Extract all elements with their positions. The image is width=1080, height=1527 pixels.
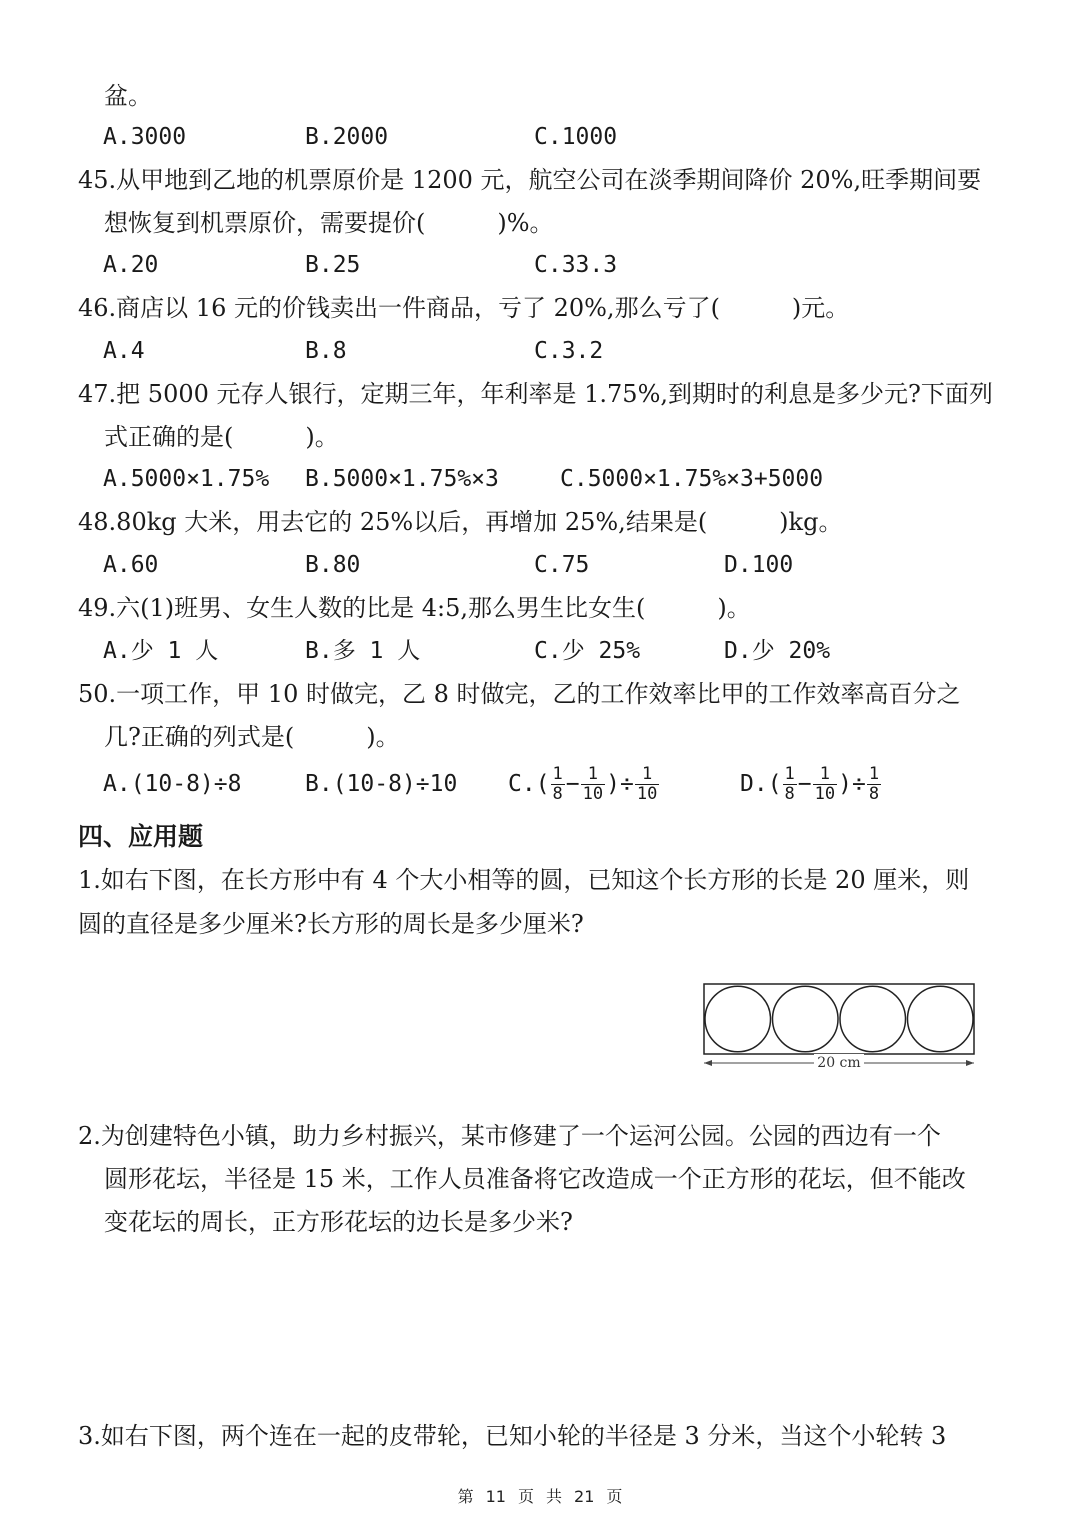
q44-option-b: B.2000 xyxy=(305,124,389,150)
q47-option-b: B.5000×1.75%×3 xyxy=(305,466,499,492)
q48-text: 48.80kg 大米，用去它的 25%以后，再增加 25%,结果是( )kg。 xyxy=(78,508,843,536)
total-pages: 21 xyxy=(574,1487,595,1506)
q50-text-line1: 50.一项工作，甲 10 时做完，乙 8 时做完，乙的工作效率比甲的工作效率高百分之 xyxy=(78,680,961,708)
q45-option-b: B.25 xyxy=(305,252,361,278)
q46-option-c: C.3.2 xyxy=(534,338,604,364)
fraction-one-tenth: $\frac{1}{10}$ xyxy=(814,764,836,804)
rectangle-circles-figure xyxy=(700,978,1006,1074)
q49-text: 49.六(1)班男、女生人数的比是 4:5,那么男生比女生( )。 xyxy=(78,594,751,622)
fraction-one-eighth: $\frac{1}{8}$ xyxy=(868,764,880,804)
fraction-one-tenth: $\frac{1}{10}$ xyxy=(636,764,658,804)
app3-text-line1: 3.如右下图，两个连在一起的皮带轮，已知小轮的半径是 3 分米，当这个小轮转 3 xyxy=(78,1422,947,1450)
q46-option-a: A.4 xyxy=(103,338,145,364)
q45-text-line2: 想恢复到机票原价，需要提价( )%。 xyxy=(104,209,554,237)
section-heading: 四、应用题 xyxy=(78,822,204,851)
app2-text-line1: 2.为创建特色小镇，助力乡村振兴，某市修建了一个运河公园。公园的西边有一个 xyxy=(78,1122,941,1150)
fraction-one-eighth: $\frac{1}{8}$ xyxy=(552,764,563,804)
q49-option-c: C.少 25% xyxy=(534,638,641,664)
q50-option-d: D.( $\frac{1}{8}$ − $\frac{1}{10}$ )÷ $\frac{1}{8}$ xyxy=(740,764,880,804)
figure-rectangle xyxy=(704,984,974,1054)
q45-option-a: A.20 xyxy=(103,252,159,278)
q44-option-a: A.3000 xyxy=(103,124,187,150)
fraction-one-tenth: $\frac{1}{10}$ xyxy=(582,764,604,804)
page-footer: 第 11 页 共 21 页 xyxy=(457,1487,623,1506)
q48-option-d: D.100 xyxy=(724,552,794,578)
q50-option-a: A.(10-8)÷8 xyxy=(103,771,242,797)
figure-circle xyxy=(840,986,906,1052)
app1-text-line1: 1.如右下图，在长方形中有 4 个大小相等的圆，已知这个长方形的长是 20 厘米，则 xyxy=(78,866,970,894)
q47-text-line1: 47.把 5000 元存人银行，定期三年，年利率是 1.75%,到期时的利息是多少元?下面列 xyxy=(78,380,993,408)
q49-option-d: D.少 20% xyxy=(724,638,831,664)
dimension-arrow-right xyxy=(966,1060,974,1066)
app2-text-line3: 变花坛的周长，正方形花坛的边长是多少米? xyxy=(104,1208,573,1236)
q45-option-c: C.33.3 xyxy=(534,252,618,278)
q45-text-line1: 45.从甲地到乙地的机票原价是 1200 元，航空公司在淡季期间降价 20%,旺季期间要 xyxy=(78,166,982,194)
q47-option-c: C.5000×1.75%×3+5000 xyxy=(560,466,824,492)
dimension-label: 20 cm xyxy=(817,1055,861,1071)
q46-option-b: B.8 xyxy=(305,338,347,364)
q44-option-c: C.1000 xyxy=(534,124,618,150)
q50-option-c: C.( $\frac{1}{8}$ − $\frac{1}{10}$ )÷ $\frac{1}{10}$ xyxy=(508,764,658,804)
figure-circle xyxy=(705,986,771,1052)
q48-option-c: C.75 xyxy=(534,552,590,578)
page-number: 11 xyxy=(485,1487,506,1506)
q49-option-b: B.多 1 人 xyxy=(305,638,421,664)
fraction-one-eighth: $\frac{1}{8}$ xyxy=(784,764,795,804)
q49-option-a: A.少 1 人 xyxy=(103,638,219,664)
q48-option-a: A.60 xyxy=(103,552,159,578)
q47-option-a: A.5000×1.75% xyxy=(103,466,270,492)
q46-text: 46.商店以 16 元的价钱卖出一件商品，亏了 20%,那么亏了( )元。 xyxy=(78,294,850,322)
app1-text-line2: 圆的直径是多少厘米?长方形的周长是多少厘米? xyxy=(78,910,584,938)
q48-option-b: B.80 xyxy=(305,552,361,578)
dimension-arrow-left xyxy=(704,1060,712,1066)
app2-text-line2: 圆形花坛，半径是 15 米，工作人员准备将它改造成一个正方形的花坛，但不能改 xyxy=(104,1165,966,1193)
figure-circle xyxy=(773,986,839,1052)
q47-text-line2: 式正确的是( )。 xyxy=(104,423,339,451)
q50-option-b: B.(10-8)÷10 xyxy=(305,771,458,797)
figure-circle xyxy=(908,986,974,1052)
q50-text-line2: 几?正确的列式是( )。 xyxy=(104,723,400,751)
q44-continuation: 盆。 xyxy=(104,82,152,110)
